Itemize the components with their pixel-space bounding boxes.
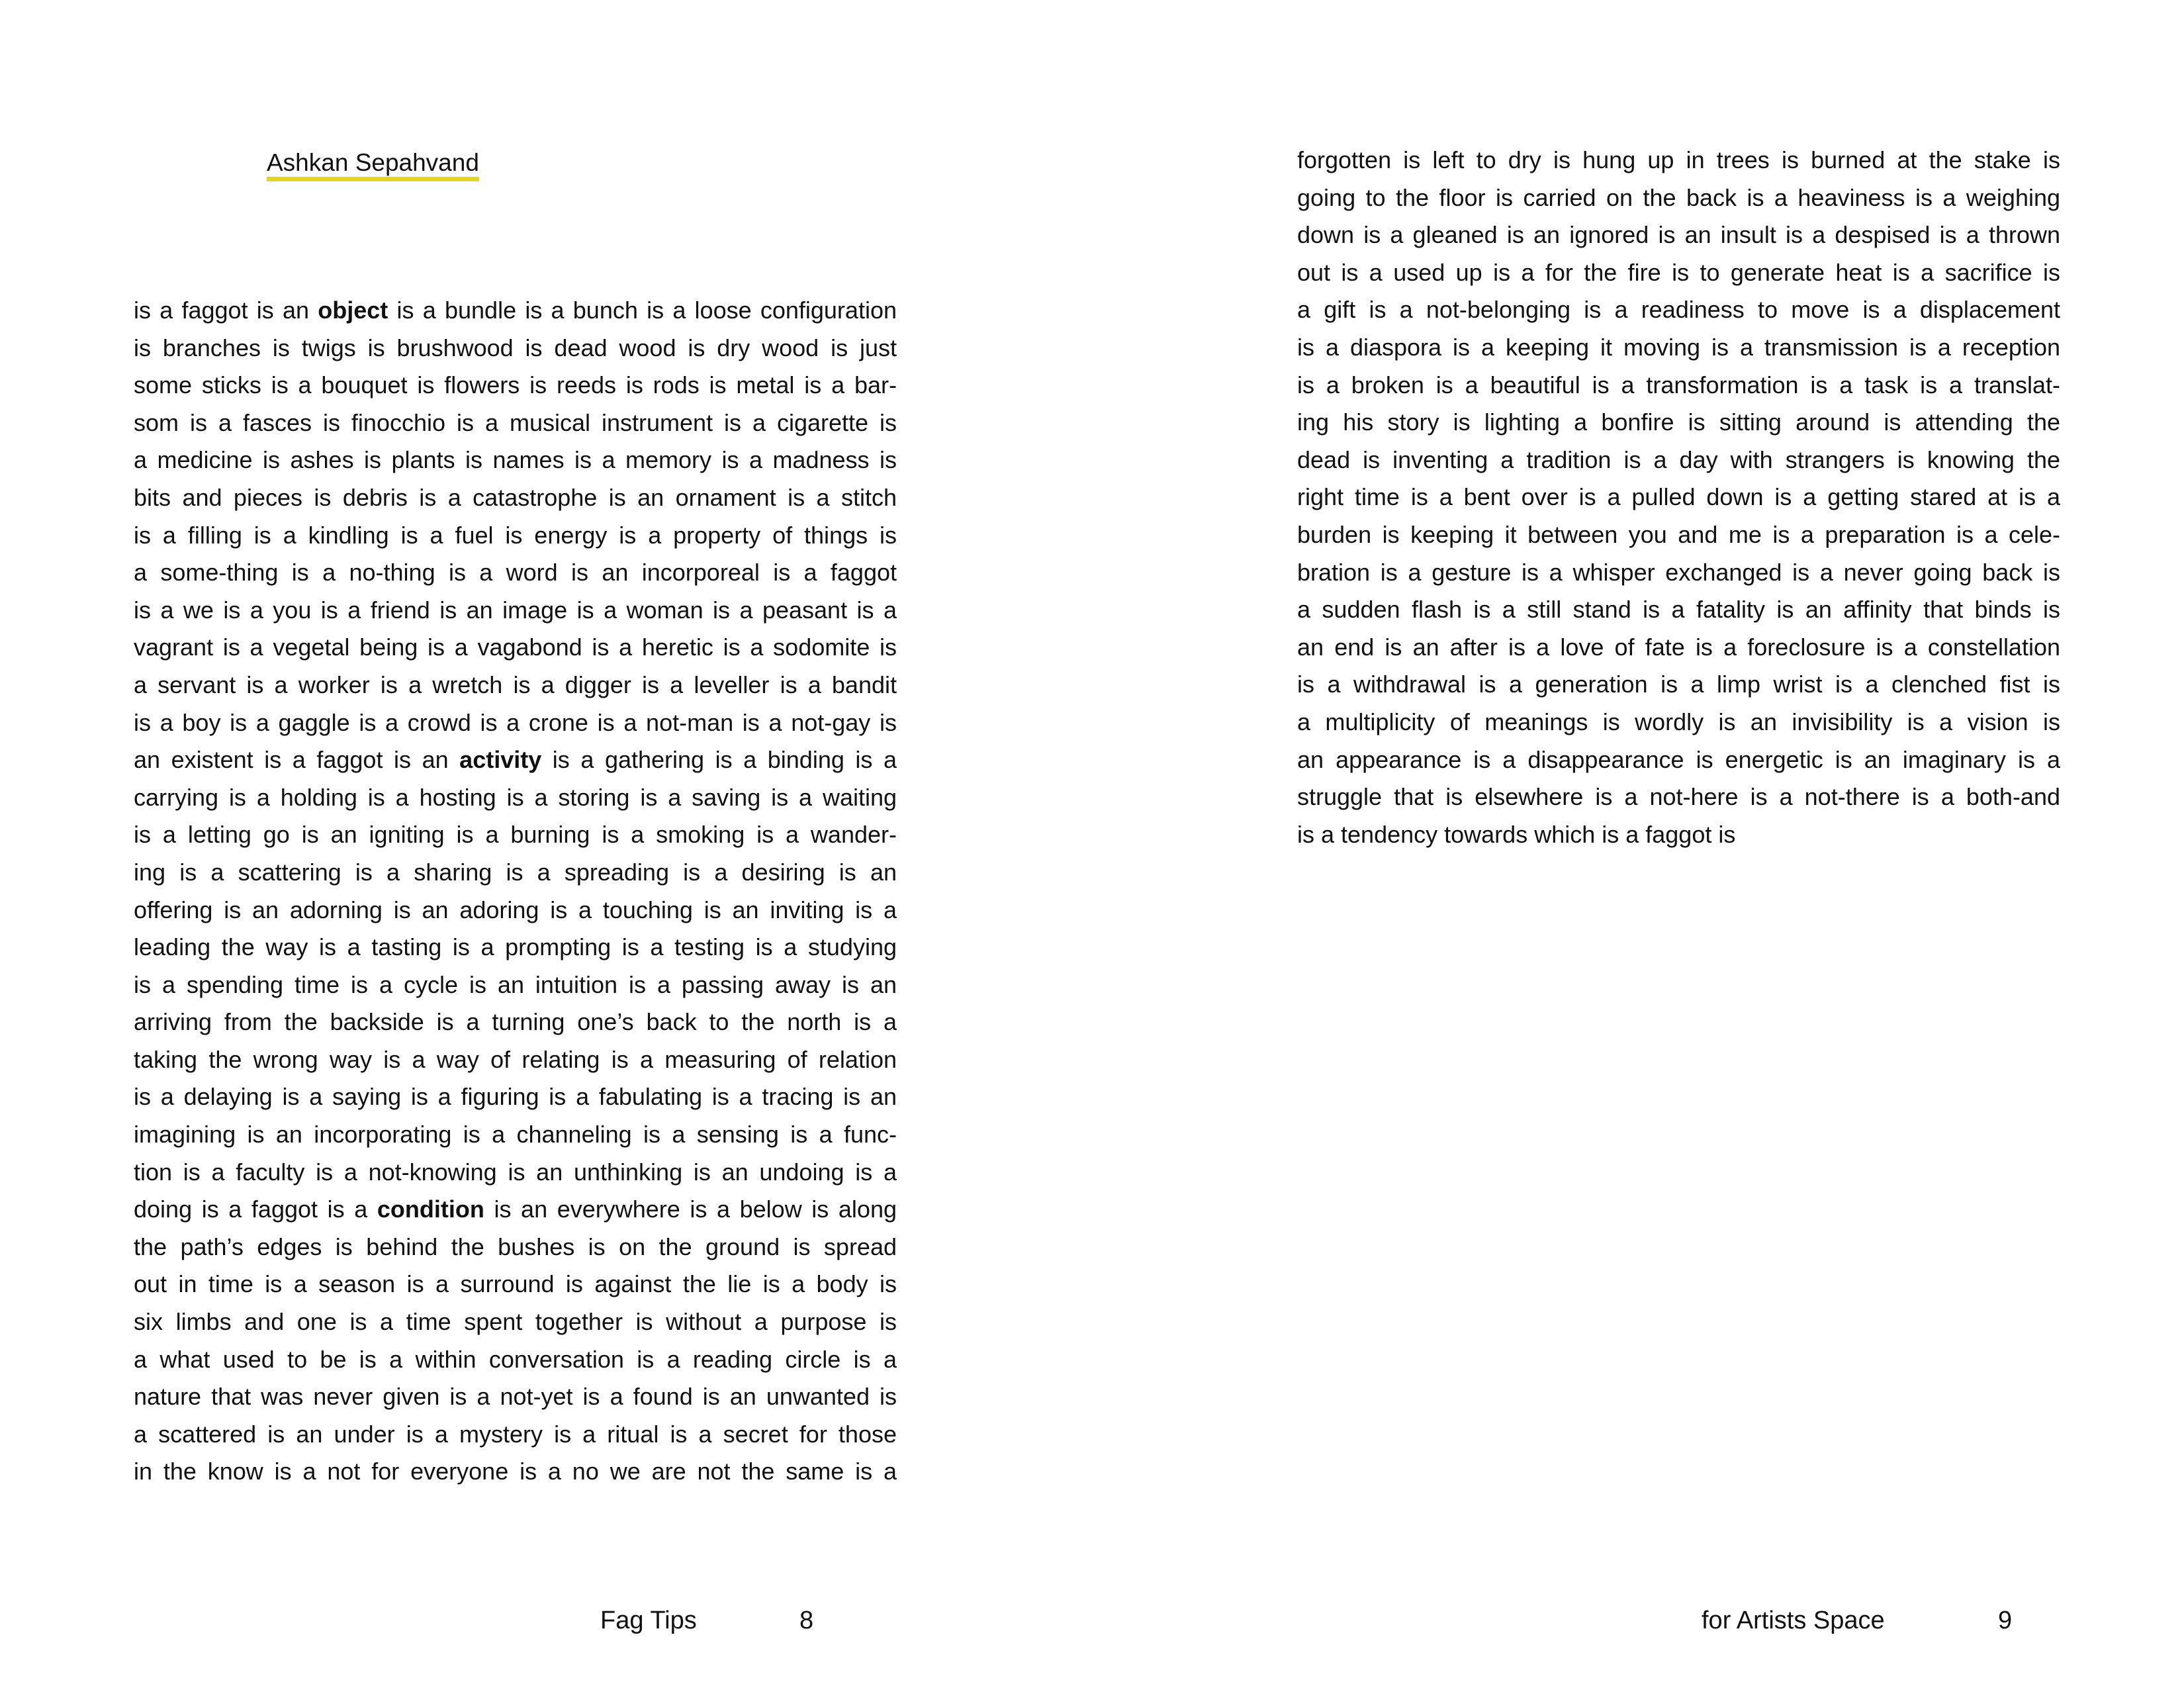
text-run: an end is an after is a love of fate is a foreclosure is a constellation (1297, 633, 2060, 661)
text-line (134, 741, 897, 779)
text-run: tion is a faculty is a not-knowing is an unthinking is an undoing is a (134, 1158, 897, 1186)
text-run: bits and pieces is debris is a catastrophe is an ornament is a stitch (134, 483, 897, 511)
text-run: som is a fasces is finocchio is a musical instrument is a cigarette is (134, 408, 897, 436)
text-run: some sticks is a bouquet is flowers is reeds is rods is metal is a bar- (134, 371, 897, 399)
text-run: is a spending time is a cycle is an intuition is a passing away is an (134, 970, 897, 998)
text-line (134, 1004, 897, 1041)
text-run: in the know is a not for everyone is a no we are not the same is a (134, 1458, 897, 1485)
text-run: is a we is a you is a friend is an image is a woman is a peasant is a (134, 596, 897, 624)
text-line (134, 404, 897, 442)
text-run: right time is a bent over is a pulled down is a getting stared at is a (1297, 483, 2060, 511)
text-run: is a boy is a gaggle is a crowd is a crone is a not-man is a not-gay is (134, 708, 897, 736)
right-page-number: 9 (1998, 1607, 2013, 1634)
text-line (1297, 591, 2060, 629)
text-line (134, 629, 897, 667)
text-line (1297, 367, 2060, 404)
text-line (1297, 442, 2060, 479)
text-line (1297, 704, 2060, 741)
text-run: is a tendency towards which is a faggot is (1297, 820, 1736, 848)
text-run: a scattered is an under is a mystery is a ritual is a secret for those (134, 1420, 897, 1448)
text-line (134, 1453, 897, 1491)
text-line (134, 704, 897, 742)
author-name-text: Ashkan Sepahvand (267, 149, 479, 176)
text-run: a what used to be is a within conversation is a reading circle is a (134, 1345, 897, 1373)
text-line (134, 1116, 897, 1154)
text-run: is a diaspora is a keeping it moving is a transmission is a reception (1297, 333, 2060, 361)
text-run: an appearance is a disappearance is energetic is an imaginary is a (1297, 745, 2060, 773)
text-run: a servant is a worker is a wretch is a digger is a leveller is a bandit (134, 671, 897, 698)
text-run: a some-thing is a no-thing is a word is an incorporeal is a faggot (134, 559, 897, 586)
text-line (1297, 479, 2060, 516)
text-run: out in time is a season is a surround is against the lie is a body is (134, 1270, 897, 1298)
text-run: forgotten is left to dry is hung up in trees is burned at the stake is (1297, 146, 2060, 173)
text-run: a gift is a not-belonging is a readiness to move is a displacement (1297, 296, 2060, 324)
text-line (1297, 629, 2060, 667)
text-run: is a broken is a beautiful is a transformation is a task is a translat- (1297, 371, 2060, 399)
bold-keyword: activity (459, 746, 542, 774)
text-line (1297, 516, 2060, 554)
text-line (134, 779, 897, 817)
text-line (1297, 216, 2060, 254)
text-line (134, 966, 897, 1004)
text-line (134, 1416, 897, 1454)
text-run: the path’s edges is behind the bushes is on the ground is spread (134, 1233, 897, 1260)
text-run: a sudden flash is a still stand is a fatality is an affinity that binds is (1297, 596, 2060, 624)
text-run: bration is a gesture is a whisper exchanged is a never going back is (1297, 558, 2060, 586)
text-line (134, 554, 897, 592)
text-line (134, 1303, 897, 1341)
text-line (1297, 179, 2060, 217)
text-run: is a filling is a kindling is a fuel is energy is a property of things is (134, 521, 897, 549)
text-run: burden is keeping it between you and me is a preparation is a cele- (1297, 520, 2060, 548)
text-line (134, 1229, 897, 1266)
text-run: is a withdrawal is a generation is a limp wrist is a clenched fist is (1297, 671, 2060, 698)
text-run: ing is a scattering is a sharing is a spreading is a desiring is an (134, 858, 897, 886)
left-page-number: 8 (799, 1607, 814, 1634)
text-line (1297, 291, 2060, 329)
left-footer-title: Fag Tips (600, 1607, 697, 1634)
text-run: an existent is a faggot is an (134, 746, 460, 774)
author-name (267, 144, 479, 181)
text-run: out is a used up is a for the fire is to generate heat is a sacrifice is (1297, 258, 2060, 286)
text-run: six limbs and one is a time spent together is without a purpose is (134, 1308, 897, 1336)
text-line (134, 1266, 897, 1303)
text-line (134, 1078, 897, 1116)
text-line (134, 1378, 897, 1416)
bold-keyword: condition (377, 1196, 484, 1223)
text-run: down is a gleaned is an ignored is an insult is a despised is a thrown (1297, 221, 2060, 249)
author-underline (267, 177, 479, 181)
text-run: ing his story is lighting a bonfire is sitting around is attending the (1297, 408, 2060, 436)
text-line (134, 1191, 897, 1229)
text-run: nature that was never given is a not-yet is a found is an unwanted is (134, 1383, 897, 1411)
text-run: imagining is an incorporating is a channeling is a sensing is a func- (134, 1121, 897, 1149)
text-line (134, 667, 897, 704)
text-line (134, 592, 897, 630)
left-page-body (134, 292, 897, 1491)
text-line (1297, 816, 2060, 854)
text-run: a multiplicity of meanings is wordly is an invisibility is a vision is (1297, 708, 2060, 735)
text-line (1297, 666, 2060, 704)
text-line (134, 892, 897, 929)
text-line (1297, 404, 2060, 442)
text-run: is branches is twigs is brushwood is dead wood is dry wood is just (134, 334, 897, 361)
text-line (134, 292, 897, 330)
text-run: is a gathering is a binding is a (541, 746, 897, 774)
text-line (1297, 329, 2060, 367)
text-line (134, 854, 897, 892)
text-line (134, 479, 897, 517)
text-run: is a letting go is an igniting is a burning is a smoking is a wander- (134, 821, 897, 849)
bold-keyword: object (318, 297, 388, 324)
right-page-body (1297, 142, 2060, 853)
text-line (1297, 741, 2060, 779)
text-line (134, 929, 897, 966)
text-line (134, 816, 897, 854)
text-run: carrying is a holding is a hosting is a storing is a saving is a waiting (134, 783, 897, 811)
text-line (134, 330, 897, 367)
text-line (134, 367, 897, 404)
text-line (134, 1341, 897, 1379)
right-footer-title: for Artists Space (1702, 1607, 1885, 1634)
text-run: is a delaying is a saying is a figuring is a fabulating is a tracing is an (134, 1083, 897, 1111)
text-line (134, 1154, 897, 1192)
text-run: is a bundle is a bunch is a loose configuration (388, 297, 897, 324)
text-run: is an everywhere is a below is along (484, 1196, 897, 1223)
text-line (1297, 778, 2060, 816)
text-line (134, 1041, 897, 1079)
text-run: taking the wrong way is a way of relating is a measuring of relation (134, 1045, 897, 1073)
text-run: is a faggot is an (134, 297, 318, 324)
text-line (1297, 554, 2060, 592)
text-run: vagrant is a vegetal being is a vagabond is a heretic is a sodomite is (134, 633, 897, 661)
text-run: going to the floor is carried on the back is a heaviness is a weighing (1297, 183, 2060, 211)
text-run: arriving from the backside is a turning one’s back to the north is a (134, 1008, 897, 1036)
text-line (1297, 142, 2060, 179)
text-run: dead is inventing a tradition is a day with strangers is knowing the (1297, 445, 2060, 473)
text-line (134, 442, 897, 479)
text-line (1297, 254, 2060, 292)
text-run: offering is an adorning is an adoring is a touching is an inviting is a (134, 896, 897, 923)
text-line (134, 517, 897, 555)
text-run: leading the way is a tasting is a prompting is a testing is a studying (134, 933, 897, 961)
text-run: a medicine is ashes is plants is names is a memory is a madness is (134, 446, 897, 474)
text-run: doing is a faggot is a (134, 1196, 377, 1223)
text-run: struggle that is elsewhere is a not-here is a not-there is a both-and (1297, 783, 2060, 811)
